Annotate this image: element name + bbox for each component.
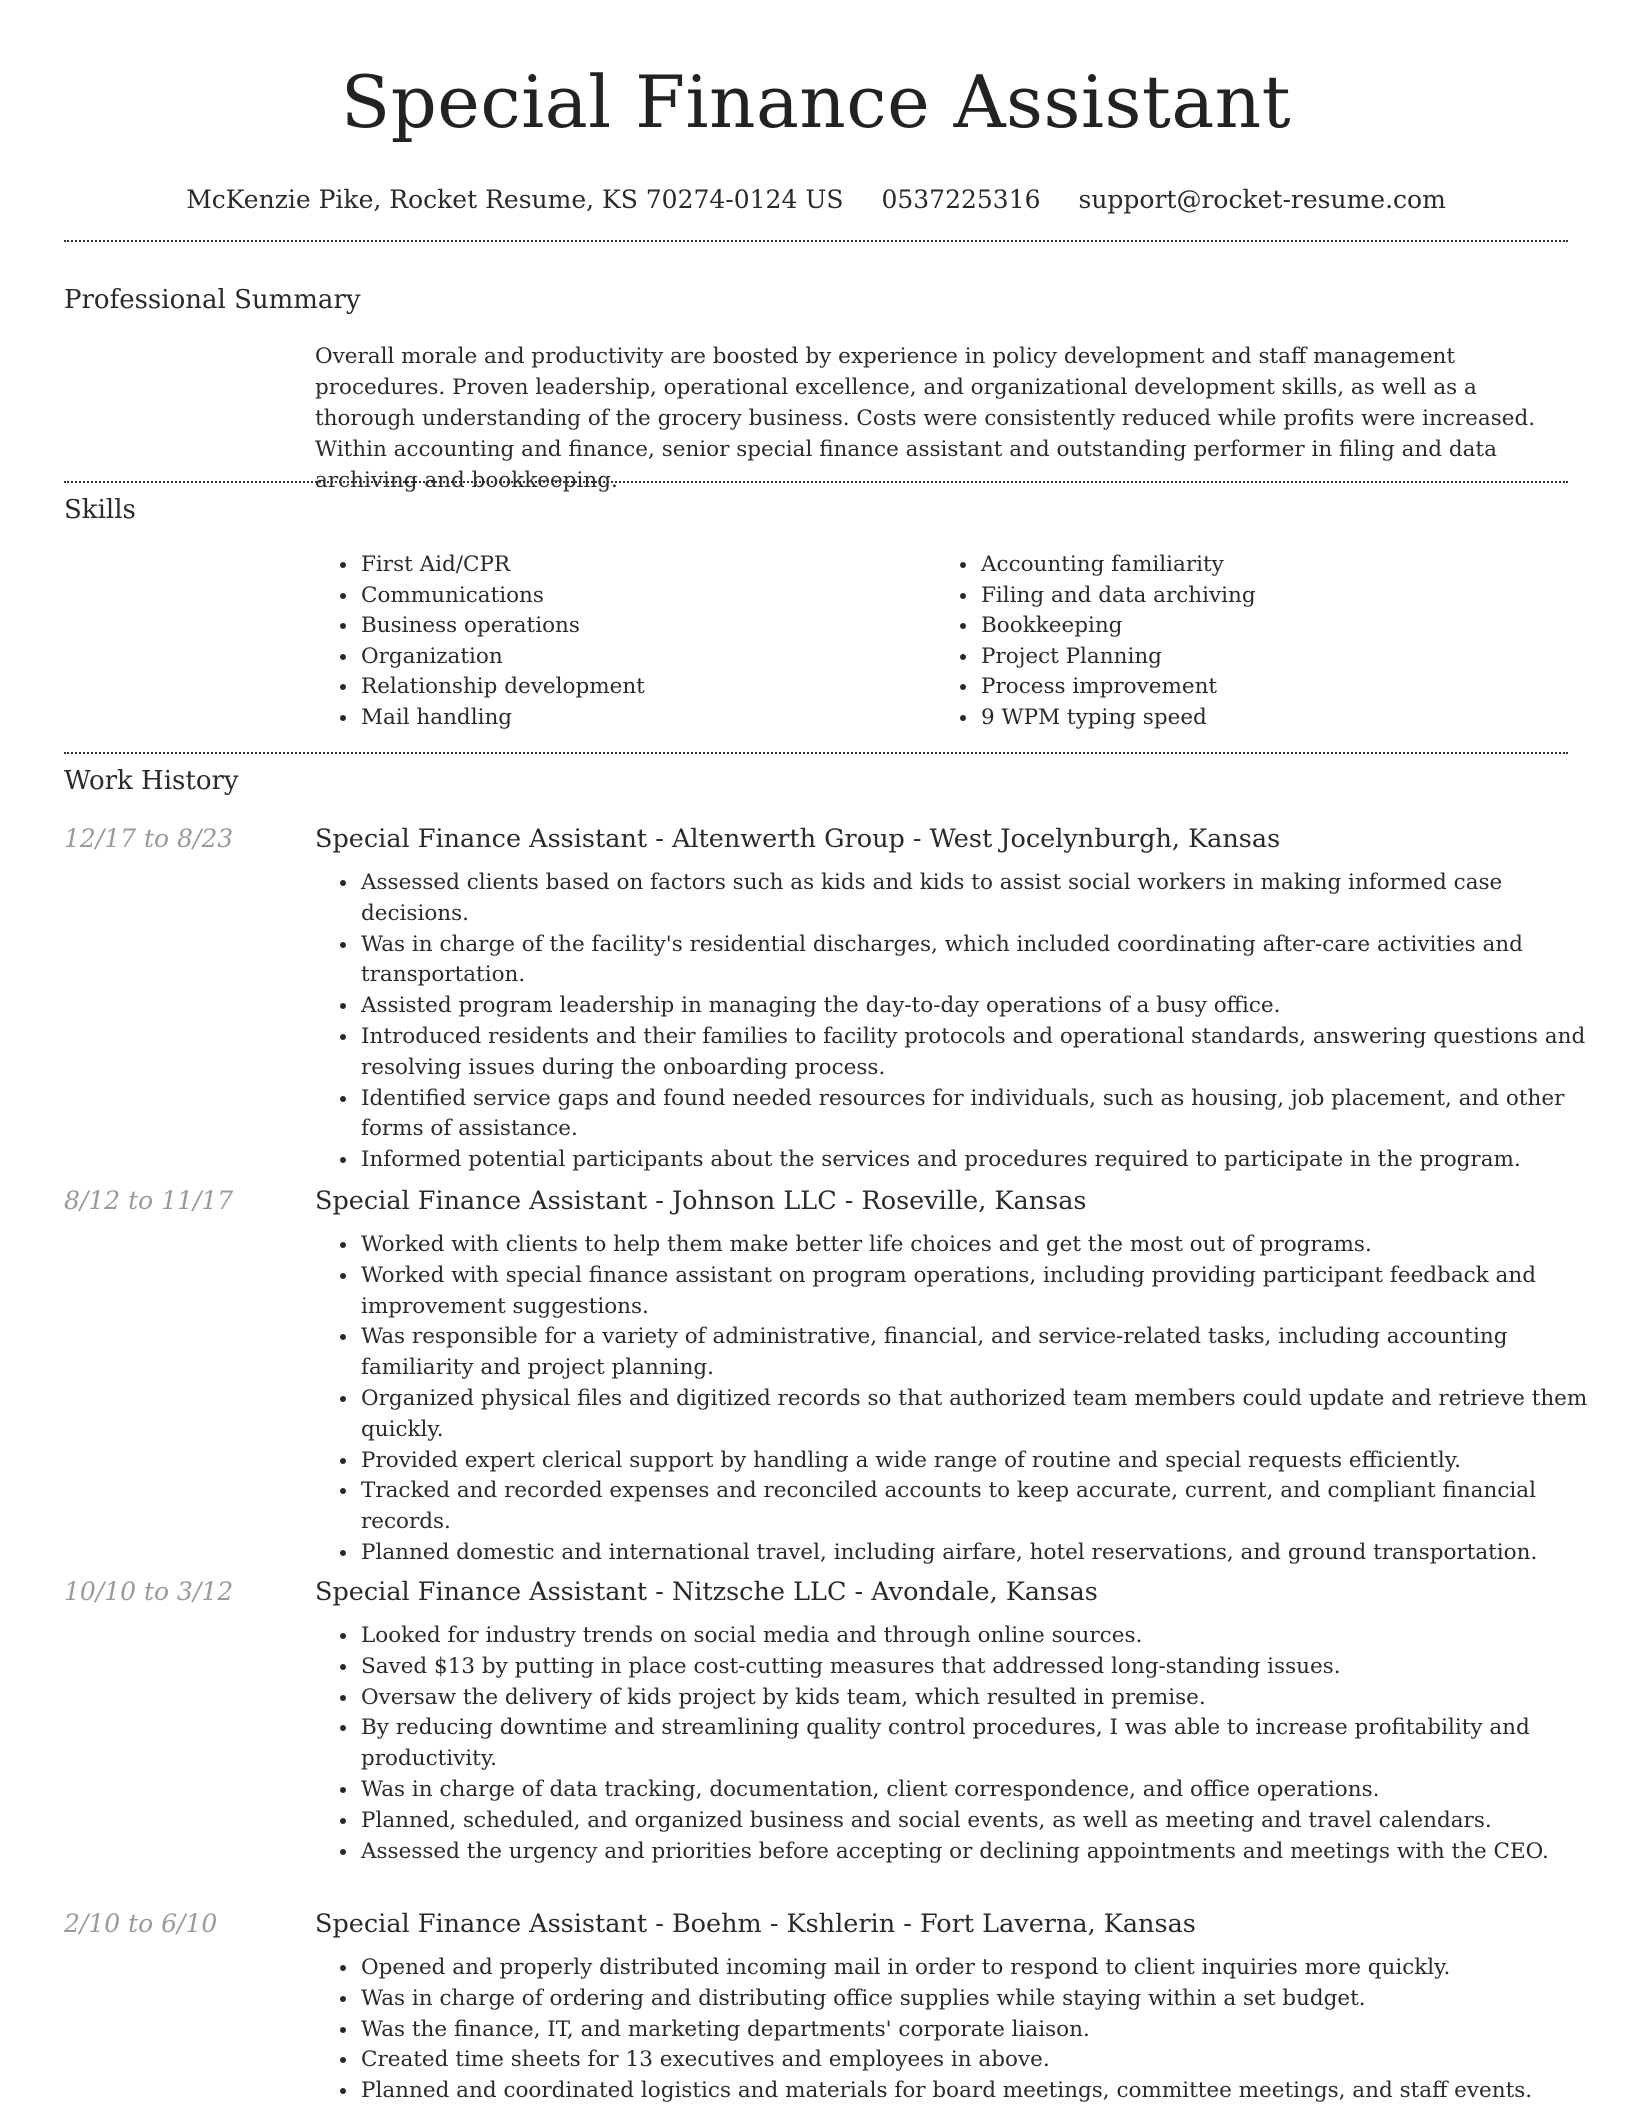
job-title: Special Finance Assistant - Boehm - Kshlerin - Fort Laverna, Kansas: [315, 1909, 1196, 1939]
job-bullet: • Saved $13 by putting in place cost-cutting measures that addressed long-standing issues.: [359, 1652, 1609, 1683]
divider: [64, 481, 1568, 483]
job-bullet: • Was in charge of ordering and distributing office supplies while staying within a set budget.: [359, 1984, 1609, 2015]
job-title: Special Finance Assistant - Johnson LLC - Roseville, Kansas: [315, 1186, 1087, 1216]
contact-address: McKenzie Pike, Rocket Resume, KS 70274-0124 US: [186, 185, 844, 214]
skill-item: • Accounting familiarity: [979, 550, 1555, 581]
job-bullet: • Provided expert clerical support by handling a wide range of routine and special requests efficiently.: [359, 1446, 1609, 1477]
job-bullet: • Created time sheets for 13 executives and employees in above.: [359, 2045, 1609, 2076]
job-bullet: • Assisted program leadership in managing the day-to-day operations of a busy office.: [359, 991, 1609, 1022]
skill-item: • First Aid/CPR: [359, 550, 935, 581]
job-dates: 8/12 to 11/17: [64, 1186, 234, 1215]
job-bullet: • Organized physical files and digitized records so that authorized team members could update and retrieve them quickly.: [359, 1384, 1609, 1446]
job-bullets: [315, 868, 1609, 1176]
summary-text: Overall morale and productivity are boosted by experience in policy development and staff management procedures. Proven leadership, operational excellence, and organizational development skills, as well as a thorough understanding of the grocery business. Costs were consistently reduced while profits were increased. Within accounting and finance, senior special finance assistant and outstanding performer in filing and data archiving and bookkeeping.: [315, 344, 1536, 493]
work-history-heading: Work History: [64, 766, 239, 796]
skill-item: • Process improvement: [979, 672, 1555, 703]
job-bullet: • Tracked and recorded expenses and reconciled accounts to keep accurate, current, and compliant financial records.: [359, 1476, 1609, 1538]
job-bullet: • Identified service gaps and found needed resources for individuals, such as housing, job placement, and other forms of assistance.: [359, 1084, 1609, 1146]
job-dates: 2/10 to 6/10: [64, 1909, 218, 1938]
job-bullets: [315, 1621, 1609, 1867]
summary-heading: Professional Summary: [64, 285, 361, 315]
skills-column-right: [935, 550, 1555, 733]
divider: [64, 240, 1568, 242]
job-bullet: • Assessed the urgency and priorities before accepting or declining appointments and meetings with the CEO.: [359, 1837, 1609, 1868]
job-bullet: • Was responsible for a variety of administrative, financial, and service-related tasks, including accounting familiarity and project planning.: [359, 1322, 1609, 1384]
job-bullet: • Was in charge of the facility's residential discharges, which included coordinating after-care activities and transportation.: [359, 930, 1609, 992]
job-bullets: [315, 1230, 1609, 1569]
divider: [64, 752, 1568, 754]
job-bullet: • Opened and properly distributed incoming mail in order to respond to client inquiries more quickly.: [359, 1953, 1609, 1984]
skill-item: • Project Planning: [979, 642, 1555, 673]
job-bullets: [315, 1953, 1609, 2107]
contact-phone: 0537225316: [881, 185, 1041, 214]
skills-column-left: [315, 550, 935, 733]
job-bullet: • Introduced residents and their families to facility protocols and operational standards, answering questions and resolving issues during the onboarding process.: [359, 1022, 1609, 1084]
skill-item: • Bookkeeping: [979, 611, 1555, 642]
job-title: Special Finance Assistant - Nitzsche LLC - Avondale, Kansas: [315, 1577, 1098, 1607]
job-bullet: • Assessed clients based on factors such as kids and kids to assist social workers in making informed case decisions.: [359, 868, 1609, 930]
skill-item: • Business operations: [359, 611, 935, 642]
job-bullet: • Planned and coordinated logistics and materials for board meetings, committee meetings, and staff events.: [359, 2076, 1609, 2107]
job-dates: 12/17 to 8/23: [64, 824, 234, 853]
job-bullet: • Oversaw the delivery of kids project by kids team, which resulted in premise.: [359, 1683, 1609, 1714]
skill-item: • Filing and data archiving: [979, 581, 1555, 612]
job-bullet: • Worked with special finance assistant on program operations, including providing participant feedback and improvement suggestions.: [359, 1261, 1609, 1323]
job-bullet: • Was in charge of data tracking, documentation, client correspondence, and office operations.: [359, 1775, 1609, 1806]
skill-item: • Mail handling: [359, 703, 935, 734]
contact-line: [0, 184, 1632, 216]
job-bullet: • Planned domestic and international travel, including airfare, hotel reservations, and ground transportation.: [359, 1538, 1609, 1569]
job-bullet: • Was the finance, IT, and marketing departments' corporate liaison.: [359, 2015, 1609, 2046]
skill-item: • 9 WPM typing speed: [979, 703, 1555, 734]
skill-item: • Organization: [359, 642, 935, 673]
contact-email: support@rocket-resume.com: [1078, 185, 1446, 214]
job-dates: 10/10 to 3/12: [64, 1577, 234, 1606]
job-bullet: • Planned, scheduled, and organized business and social events, as well as meeting and travel calendars.: [359, 1806, 1609, 1837]
resume-name: Special Finance Assistant: [340, 60, 1292, 144]
skill-item: • Communications: [359, 581, 935, 612]
skills-heading: Skills: [64, 495, 136, 525]
skill-item: • Relationship development: [359, 672, 935, 703]
job-bullet: • Informed potential participants about the services and procedures required to participate in the program.: [359, 1145, 1609, 1176]
job-bullet: • Looked for industry trends on social media and through online sources.: [359, 1621, 1609, 1652]
job-title: Special Finance Assistant - Altenwerth Group - West Jocelynburgh, Kansas: [315, 824, 1281, 854]
skills-list: [315, 550, 1555, 733]
job-bullet: • Worked with clients to help them make better life choices and get the most out of programs.: [359, 1230, 1609, 1261]
job-bullet: • By reducing downtime and streamlining quality control procedures, I was able to increase profitability and productivity.: [359, 1713, 1609, 1775]
